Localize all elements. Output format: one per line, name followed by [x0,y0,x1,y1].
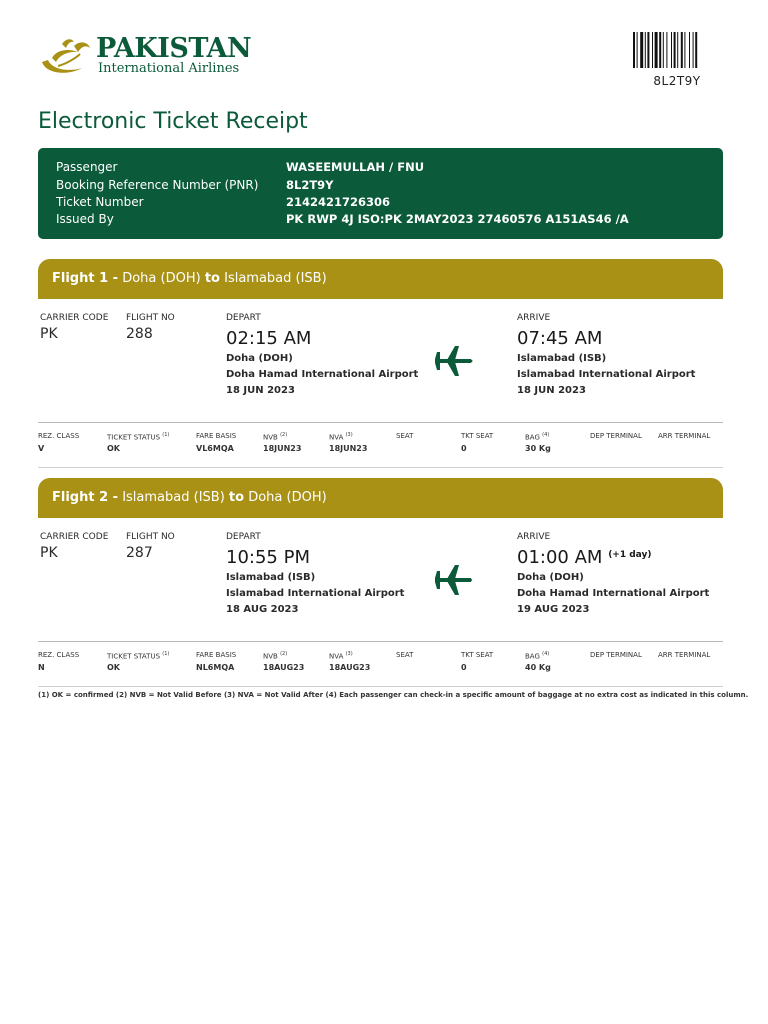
rez-class-value: V [38,444,45,453]
arrive-city: Islamabad (ISB) [517,353,607,364]
carrier-code-label: CARRIER CODE [40,532,109,542]
dep-terminal-label: DEP TERMINAL [590,432,642,440]
rez-class-label: REZ. CLASS [38,651,80,659]
depart-time: 02:15 AM [226,328,312,349]
depart-label: DEPART [226,313,261,323]
arrive-label: ARRIVE [517,532,551,542]
carrier-code-value: PK [40,545,58,561]
airline-name: PAKISTAN [96,33,252,64]
barcode-graphic [633,32,721,68]
nva-label: NVA $^{(3)}$ [329,651,353,661]
depart-date: 18 JUN 2023 [226,385,295,396]
flight-1-origin: Doha (DOH) [122,271,201,286]
crescent-logo-icon [38,36,94,76]
arrive-time: 07:45 AM [517,328,603,349]
airline-subtitle: International Airlines [98,61,240,76]
tkt-seat-label: TKT SEAT [461,651,494,659]
arrive-date: 18 JUN 2023 [517,385,586,396]
depart-city: Islamabad (ISB) [226,572,316,583]
footnote: (1) OK = confirmed (2) NVB = Not Valid Before (3) NVA = Not Valid After (4) Each passenger can check-in a specific amount of baggage at no extra cost as indicated in this column. [38,691,749,699]
arrive-airport: Islamabad International Airport [517,369,696,380]
page-title: Electronic Ticket Receipt [38,109,308,134]
flight-no-value: 287 [126,545,153,561]
next-day-note: (+1 day) [608,550,652,560]
ticket-status-label: TICKET STATUS $^{(1)}$ [107,432,170,442]
depart-label: DEPART [226,532,261,542]
issued-by-label: Issued By [56,212,114,226]
rez-class-label: REZ. CLASS [38,432,80,440]
fare-basis-label: FARE BASIS [196,651,237,659]
ticket-status-value: OK [107,444,120,453]
arrive-label: ARRIVE [517,313,551,323]
fare-basis-value: NL6MQA [196,663,235,672]
flight-2-to: to [228,490,245,505]
arr-terminal-label: ARR TERMINAL [658,651,711,659]
depart-city: Doha (DOH) [226,353,293,364]
arr-terminal-label: ARR TERMINAL [658,432,711,440]
pnr-value: 8L2T9Y [286,178,334,192]
divider [38,641,723,642]
tkt-seat-value: 0 [461,663,467,672]
divider [38,686,723,687]
flight-1-header [38,259,723,299]
passenger-value: WASEEMULLAH / FNU [286,160,425,174]
nvb-value: 18JUN23 [263,444,302,453]
bag-value: 40 Kg [525,663,551,672]
ticket-number-value: 2142421726306 [286,195,391,209]
fare-basis-value: VL6MQA [196,444,234,453]
fare-basis-label: FARE BASIS [196,432,237,440]
nvb-value: 18AUG23 [263,663,305,672]
passenger-label: Passenger [56,160,118,174]
divider [38,422,723,423]
barcode-text: 8L2T9Y [653,74,701,88]
depart-airport: Doha Hamad International Airport [226,369,419,380]
depart-time: 10:55 PM [226,547,310,568]
pnr-label: Booking Reference Number (PNR) [56,178,259,192]
carrier-code-label: CARRIER CODE [40,313,109,323]
bag-value: 30 Kg [525,444,551,453]
bag-label: BAG $^{(4)}$ [525,432,550,442]
nva-value: 18JUN23 [329,444,368,453]
nvb-label: NVB $^{(2)}$ [263,651,288,661]
divider [38,467,723,468]
flight-1-title: Flight 1 - [52,271,119,286]
passenger-info-box [38,148,723,239]
flight-1-to: to [204,271,220,286]
ticket-status-value: OK [107,663,120,672]
depart-date: 18 AUG 2023 [226,604,299,615]
flight-no-label: FLIGHT NO [126,532,175,542]
seat-label: SEAT [396,432,414,440]
flight-2-destination: Doha (DOH) [248,490,327,505]
tkt-seat-label: TKT SEAT [461,432,494,440]
nva-value: 18AUG23 [329,663,371,672]
depart-airport: Islamabad International Airport [226,588,405,599]
arrive-time: 01:00 AM $^{(+1 day)}$ [517,547,652,568]
airplane-icon [433,563,473,597]
flight-2-header [38,478,723,518]
ticket-status-label: TICKET STATUS $^{(1)}$ [107,651,170,661]
airline-logo [38,33,252,80]
bag-label: BAG $^{(4)}$ [525,651,550,661]
rez-class-value: N [38,663,45,672]
arrive-city: Doha (DOH) [517,572,584,583]
ticket-number-label: Ticket Number [56,195,144,209]
issued-by-value: PK RWP 4J ISO:PK 2MAY2023 27460576 A151AS46 /A [286,212,629,226]
dep-terminal-label: DEP TERMINAL [590,651,642,659]
flight-2-title: Flight 2 - [52,490,119,505]
carrier-code-value: PK [40,326,58,342]
tkt-seat-value: 0 [461,444,467,453]
flight-no-value: 288 [126,326,153,342]
arrive-date: 19 AUG 2023 [517,604,590,615]
nvb-label: NVB $^{(2)}$ [263,432,288,442]
flight-1-destination: Islamabad (ISB) [224,271,327,286]
flight-no-label: FLIGHT NO [126,313,175,323]
flight-2-origin: Islamabad (ISB) [122,490,225,505]
nva-label: NVA $^{(3)}$ [329,432,353,442]
airplane-icon [433,344,473,378]
seat-label: SEAT [396,651,414,659]
arrive-airport: Doha Hamad International Airport [517,588,710,599]
